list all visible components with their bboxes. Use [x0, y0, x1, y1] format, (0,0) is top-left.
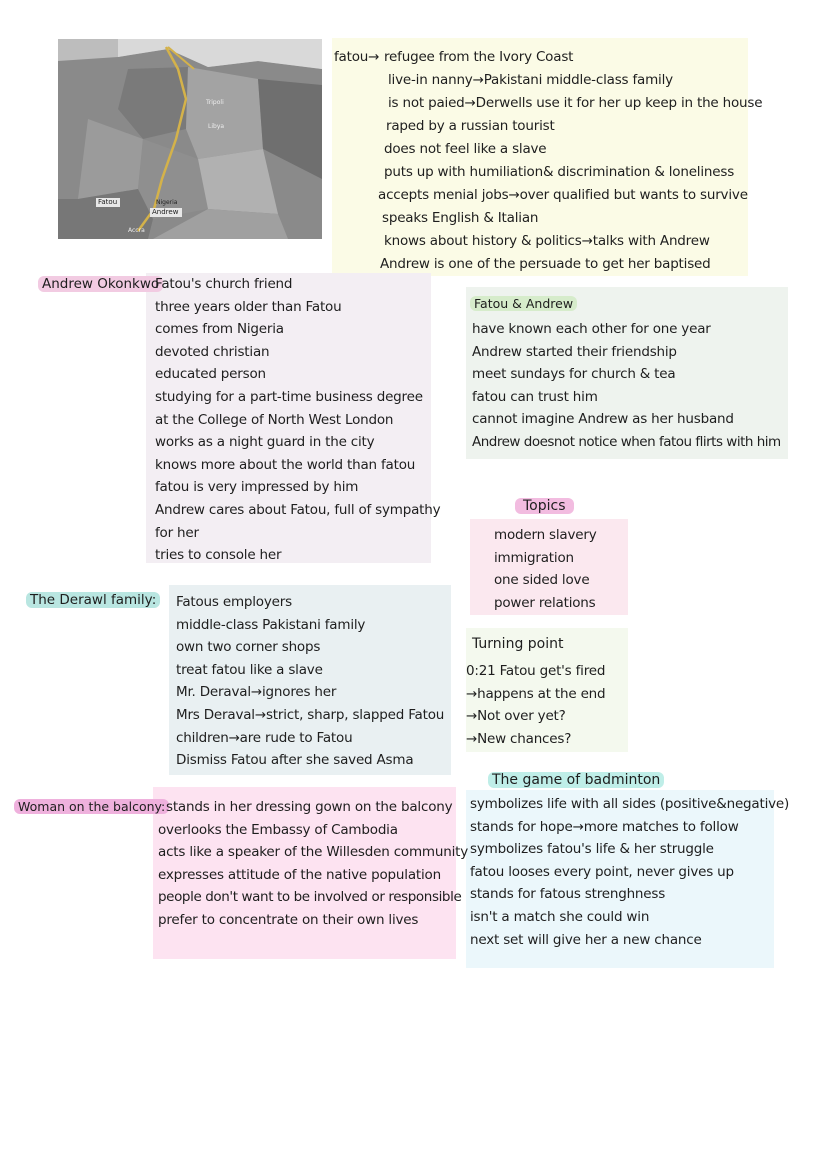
- note-line: cannot imagine Andrew as her husband: [472, 411, 734, 428]
- note-line: Mr. Deraval→ignores her: [176, 684, 337, 701]
- note-line: →Not over yet?: [466, 708, 566, 725]
- fatou-andrew-heading: [470, 296, 577, 311]
- fatou-notes: [378, 46, 763, 276]
- note-line: middle-class Pakistani family: [176, 616, 366, 633]
- note-line: Dismiss Fatou after she saved Asma: [176, 752, 414, 769]
- andrew-notes: [155, 273, 440, 567]
- note-line: studying for a part-time business degree: [155, 388, 423, 405]
- list-item: power relations: [494, 594, 596, 611]
- andrew-heading-text: Andrew Okonkwo: [38, 276, 163, 292]
- fatou-andrew-notes: [472, 318, 781, 454]
- note-line: accepts menial jobs→over qualified but wants to survive: [378, 187, 748, 203]
- badminton-heading-text: The game of badminton: [488, 772, 664, 788]
- note-line: treat fatou like a slave: [176, 661, 323, 678]
- note-line: fatou is very impressed by him: [155, 479, 359, 496]
- note-line: for her: [155, 524, 199, 541]
- note-line: at the College of North West London: [155, 411, 394, 428]
- andrew-heading: [38, 276, 163, 292]
- note-line: expresses attitude of the native population: [158, 866, 441, 883]
- note-line: →happens at the end: [466, 685, 606, 702]
- note-line: Andrew started their friendship: [472, 343, 677, 360]
- note-line: puts up with humiliation& discrimination & loneliness: [384, 164, 735, 180]
- woman-heading: [14, 799, 169, 814]
- note-line: fatou can trust him: [472, 388, 598, 405]
- topics-list: [494, 524, 597, 614]
- topics-heading: [515, 498, 574, 514]
- woman-heading-text: Woman on the balcony:: [14, 799, 169, 814]
- fatou-heading: fatou→: [334, 49, 380, 65]
- turning-point-notes: [466, 660, 605, 750]
- note-line: Andrew doesnot notice when fatou flirts with him: [472, 433, 781, 450]
- note-line: have known each other for one year: [472, 321, 711, 337]
- note-line: knows more about the world than fatou: [155, 456, 416, 473]
- note-line: does not feel like a slave: [384, 141, 547, 157]
- list-item: immigration: [494, 549, 574, 566]
- note-line: overlooks the Embassy of Cambodia: [158, 821, 398, 838]
- badminton-notes: [470, 793, 789, 951]
- derawl-heading-text: The Derawl family:: [26, 592, 160, 608]
- derawl-heading: [26, 592, 160, 608]
- note-line: three years older than Fatou: [155, 298, 342, 315]
- note-line: stands for hope→more matches to follow: [470, 818, 739, 835]
- note-line: Fatou's church friend: [155, 276, 293, 292]
- note-line: works as a night guard in the city: [155, 434, 375, 451]
- note-line: next set will give her a new chance: [470, 931, 702, 948]
- derawl-notes: [176, 591, 444, 772]
- map-label-andrew: Andrew: [152, 208, 179, 216]
- map-label-fatou: Fatou: [98, 198, 118, 206]
- note-line: Andrew is one of the persuade to get her baptised: [380, 256, 711, 272]
- turning-point-heading: Turning point: [472, 636, 564, 652]
- route-map: [58, 39, 322, 239]
- topics-heading-text: Topics: [515, 498, 574, 514]
- note-line: comes from Nigeria: [155, 321, 284, 338]
- note-line: own two corner shops: [176, 639, 321, 656]
- fatou-andrew-heading-text: Fatou & Andrew: [470, 296, 577, 311]
- note-line: prefer to concentrate on their own lives: [158, 911, 419, 928]
- map-label-libya: Libya: [208, 123, 225, 130]
- note-line: acts like a speaker of the Willesden community: [158, 844, 469, 861]
- note-line: stands for fatous strenghness: [470, 886, 666, 903]
- note-line: isn't a match she could win: [470, 908, 650, 925]
- note-line: →New chances?: [466, 730, 572, 747]
- note-line: live-in nanny→Pakistani middle-class family: [388, 72, 673, 88]
- map-label-nigeria: Nigeria: [156, 199, 178, 206]
- note-line: stands in her dressing gown on the balcony: [166, 799, 453, 815]
- note-line: fatou looses every point, never gives up: [470, 863, 734, 880]
- note-line: is not paied→Derwells use it for her up keep in the house: [388, 95, 763, 111]
- badminton-heading: [488, 772, 664, 788]
- list-item: one sided love: [494, 572, 590, 589]
- list-item: modern slavery: [494, 527, 597, 543]
- note-line: Andrew cares about Fatou, full of sympathy: [155, 501, 441, 518]
- note-line: Fatous employers: [176, 594, 292, 610]
- note-line: refugee from the Ivory Coast: [384, 49, 574, 65]
- map-label-accra: Accra: [128, 227, 145, 234]
- note-line: raped by a russian tourist: [386, 118, 555, 134]
- note-line: tries to console her: [155, 547, 282, 564]
- map-label-tripoli: Tripoli: [206, 99, 224, 106]
- note-line: meet sundays for church & tea: [472, 366, 676, 383]
- note-line: children→are rude to Fatou: [176, 729, 353, 746]
- note-line: knows about history & politics→talks with Andrew: [384, 233, 710, 249]
- note-line: devoted christian: [155, 343, 270, 360]
- note-line: educated person: [155, 366, 266, 383]
- note-line: Mrs Deraval→strict, sharp, slapped Fatou: [176, 706, 445, 723]
- woman-notes: [158, 796, 468, 932]
- note-line: people don't want to be involved or responsible: [158, 889, 462, 906]
- note-line: symbolizes fatou's life & her struggle: [470, 841, 714, 858]
- note-line: 0:21 Fatou get's fired: [466, 663, 606, 679]
- note-line: speaks English & Italian: [382, 210, 539, 226]
- note-line: symbolizes life with all sides (positive&negative): [470, 796, 790, 812]
- map-graphic: [58, 39, 322, 239]
